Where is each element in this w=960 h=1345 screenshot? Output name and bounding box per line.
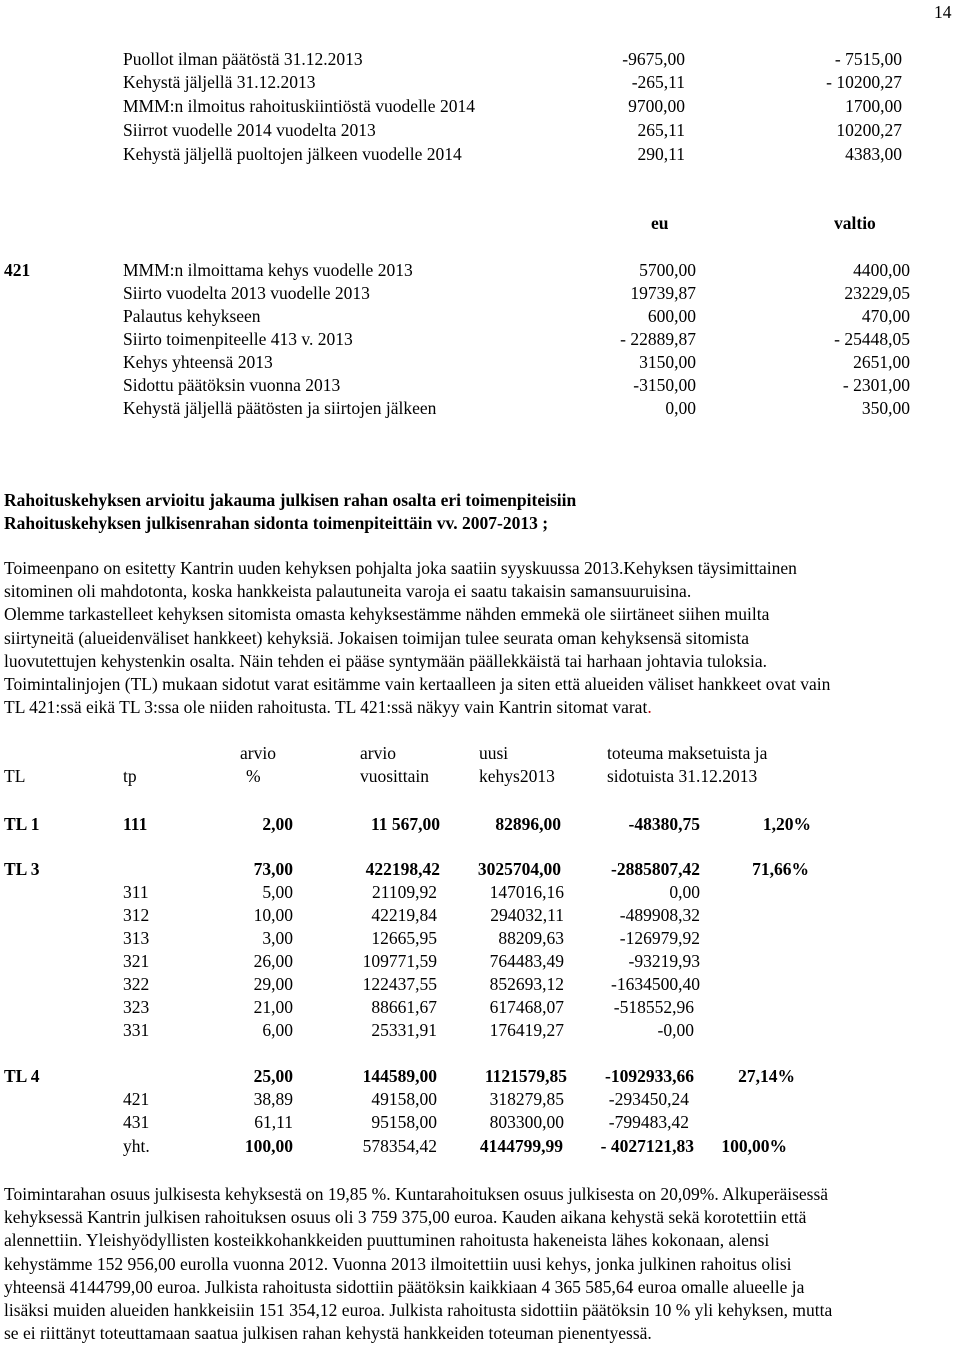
heading-distribution: Rahoituskehyksen arvioitu jakauma julkisen rahan osalta eri toimenpiteisiin — [4, 490, 577, 510]
table-cell: 852693,12 — [489, 974, 564, 994]
table-cell: 421 — [123, 1089, 150, 1109]
text-line: alennettiin. Yleishyödyllisten kosteikkohankkeiden puuttuminen rahoitusta hakeneista lähes kokonaan, alensi — [4, 1230, 770, 1251]
table-row-label: Kehystä jäljellä puoltojen jälkeen vuodelle 2014 — [123, 144, 462, 164]
text-line: sitominen oli mahdotonta, koska hankkeista palautuneita varoja ei saatu takaisin samansuuruisina. — [4, 581, 692, 602]
table-cell: 11 567,00 — [370, 814, 440, 834]
table-cell: 25,00 — [253, 1066, 293, 1086]
table-row-label: Puollot ilman päätöstä 31.12.2013 — [123, 49, 363, 69]
section-code: 421 — [4, 260, 31, 280]
table-cell: 10200,27 — [836, 120, 902, 140]
table-cell: 470,00 — [861, 306, 910, 326]
table-row-label: Palautus kehykseen — [123, 306, 261, 326]
column-header: arvio — [360, 743, 396, 763]
table-cell: 265,11 — [637, 120, 685, 140]
table-cell: -93219,93 — [628, 951, 700, 971]
table-cell-share: 71,66% — [752, 859, 809, 879]
text-line: Olemme tarkastelleet kehyksen sitomista omasta kehyksestämme nähden emmekä ole siirtäneet siihen muilta — [4, 604, 770, 625]
table-cell-share: 100,00% — [721, 1136, 787, 1156]
table-cell: 147016,16 — [489, 882, 564, 902]
table-cell: 313 — [123, 928, 150, 948]
table-cell: 422198,42 — [365, 859, 440, 879]
page-number: 14 — [934, 2, 952, 22]
tl-label: TL 4 — [4, 1066, 40, 1086]
table-cell: -48380,75 — [628, 814, 700, 834]
table-cell: 49158,00 — [371, 1089, 437, 1109]
table-cell: 4400,00 — [853, 260, 910, 280]
table-cell: 29,00 — [253, 974, 293, 994]
table-cell: 6,00 — [262, 1020, 293, 1040]
table-cell: 290,11 — [637, 144, 685, 164]
table-cell: -265,11 — [631, 72, 685, 92]
table-cell: 42219,84 — [371, 905, 437, 925]
table-row-label: Kehystä jäljellä 31.12.2013 — [123, 72, 316, 92]
table-cell: 1121579,85 — [484, 1066, 567, 1086]
table-cell: - 2301,00 — [842, 375, 910, 395]
table-cell: 100,00 — [244, 1136, 293, 1156]
table-cell: 26,00 — [253, 951, 293, 971]
table-cell-share: 27,14% — [738, 1066, 795, 1086]
table-cell-share: 1,20% — [762, 814, 811, 834]
column-header-eu: eu — [651, 213, 669, 233]
table-row-label: Sidottu päätöksin vuonna 2013 — [123, 375, 341, 395]
table-cell: 318279,85 — [489, 1089, 564, 1109]
table-cell: 3150,00 — [639, 352, 696, 372]
text-line: Toimeenpano on esitetty Kantrin uuden kehyksen pohjalta joka saatiin syyskuussa 2013.Kehyksen täysimittainen — [4, 558, 797, 578]
table-cell: -1634500,40 — [611, 974, 700, 994]
table-cell: -3150,00 — [633, 375, 696, 395]
table-cell: 617468,07 — [489, 997, 564, 1017]
text-line: kehystämme 152 956,00 eurolla vuonna 2012. Vuonna 2013 ilmoitettiin uusi kehys, jonka julkinen rahoitus olisi — [4, 1253, 792, 1274]
table-cell: 0,00 — [669, 882, 700, 902]
table-cell: 350,00 — [861, 398, 910, 418]
table-cell: -2885807,42 — [611, 859, 700, 879]
table-cell: 5700,00 — [639, 260, 696, 280]
table-cell: 88209,63 — [498, 928, 564, 948]
text-line-body: TL 421:ssä eikä TL 3:ssa ole niiden rahoitusta. TL 421:ssä näkyy vain Kantrin sitomat varat — [4, 697, 648, 718]
table-cell: 331 — [123, 1020, 150, 1040]
column-header: kehys2013 — [479, 766, 555, 786]
text-line: siirtyneitä (alueidenväliset hankkeet) kehyksiä. Jokaisen toimijan tulee seurata oman kehyksensä sitomista — [4, 627, 749, 648]
table-cell: 19739,87 — [630, 283, 696, 303]
table-cell: 4383,00 — [845, 144, 902, 164]
table-cell: 294032,11 — [490, 905, 564, 925]
text-line — [4, 696, 956, 719]
table-cell: 1700,00 — [845, 96, 902, 116]
table-cell: -0,00 — [657, 1020, 694, 1040]
table-cell: -1092933,66 — [605, 1066, 694, 1086]
table-cell: 803300,00 — [489, 1112, 564, 1132]
table-cell: 2,00 — [262, 814, 293, 834]
column-header-valtio: valtio — [834, 213, 876, 233]
table-cell: - 7515,00 — [834, 49, 902, 69]
table-cell: 3,00 — [262, 928, 293, 948]
column-header: uusi — [479, 743, 509, 763]
table-cell: -799483,42 — [608, 1112, 689, 1132]
table-cell: -518552,96 — [613, 997, 694, 1017]
table-row-label: MMM:n ilmoitus rahoituskiintiöstä vuodelle 2014 — [123, 96, 475, 116]
heading-commitment: Rahoituskehyksen julkisenrahan sidonta toimenpiteittäin vv. 2007-2013 ; — [4, 513, 549, 533]
table-cell: 312 — [123, 905, 150, 925]
paragraph-summary — [4, 1183, 956, 1345]
table-cell: - 25448,05 — [834, 329, 910, 349]
table-cell: -9675,00 — [622, 49, 685, 69]
column-header-tl: TL — [4, 766, 26, 786]
table-cell: - 22889,87 — [620, 329, 696, 349]
table-cell: 764483,49 — [489, 951, 564, 971]
table-row-label: Siirto toimenpiteelle 413 v. 2013 — [123, 329, 353, 349]
table-cell: 82896,00 — [495, 814, 561, 834]
table-cell: 21,00 — [253, 997, 293, 1017]
text-line: Toimintarahan osuus julkisesta kehyksestä on 19,85 %. Kuntarahoituksen osuus julkisesta on 20,09%. Alkuperäisessä — [4, 1184, 829, 1204]
table-cell: 61,11 — [254, 1112, 293, 1132]
table-cell: 3025704,00 — [477, 859, 561, 879]
table-cell: 88661,67 — [371, 997, 437, 1017]
table-cell: -489908,32 — [619, 905, 700, 925]
table-row-label: Siirto vuodelta 2013 vuodelle 2013 — [123, 283, 370, 303]
table-cell: 23229,05 — [844, 283, 910, 303]
column-header: vuosittain — [360, 766, 430, 786]
tl-label: TL 3 — [4, 859, 40, 879]
table-cell: 122437,55 — [362, 974, 437, 994]
table-cell: 9700,00 — [628, 96, 685, 116]
table-cell: 600,00 — [647, 306, 696, 326]
table-cell: 5,00 — [262, 882, 293, 902]
table-cell: -126979,92 — [619, 928, 700, 948]
text-line: yhteensä 4144799,00 euroa. Julkista rahoitusta sidottiin päätöksin kaikkiaan 4 365 585,64 euroa omalle alueelle ja — [4, 1276, 805, 1297]
text-line: lisäksi muiden alueiden hankkeisiin 151 354,12 euroa. Julkista rahoitusta sidottiin päätöksin 10 % yli kehyksen, mutta — [4, 1300, 833, 1321]
table-row-label: Kehys yhteensä 2013 — [123, 352, 273, 372]
table-cell: 176419,27 — [489, 1020, 564, 1040]
column-header-tp: tp — [123, 766, 137, 786]
table-cell: 431 — [123, 1112, 150, 1132]
paragraph-implementation — [4, 557, 956, 719]
table-cell-total-label: yht. — [123, 1136, 150, 1156]
table-row-label: Kehystä jäljellä päätösten ja siirtojen jälkeen — [123, 398, 437, 418]
column-header: arvio — [240, 743, 276, 763]
text-line: Toimintalinjojen (TL) mukaan sidotut varat esitämme vain kertaalleen ja siten että alueiden väliset hankkeet ovat vain — [4, 674, 831, 695]
table-cell: 111 — [123, 814, 148, 834]
table-cell: 323 — [123, 997, 150, 1017]
column-header: toteuma maksetuista ja — [607, 743, 768, 763]
text-line: se ei riittänyt toteuttamaan saatua julkisen rahan kehystä hankkeiden toteuman pienentyessä. — [4, 1323, 652, 1344]
table-cell: - 10200,27 — [826, 72, 902, 92]
table-cell: 311 — [123, 882, 149, 902]
table-cell: 144589,00 — [362, 1066, 437, 1086]
table-cell: - 4027121,83 — [600, 1136, 694, 1156]
table-cell: 73,00 — [253, 859, 293, 879]
text-line: luovutettujen kehystenkin osalta. Näin tehden ei pääse syntymään päällekkäistä tai harhaan johtavia tuloksia. — [4, 650, 767, 671]
table-cell: 322 — [123, 974, 150, 994]
text-line: kehyksessä Kantrin julkisen rahoituksen osuus oli 3 759 375,00 euroa. Kauden aikana kehystä sekä korotettiin että — [4, 1207, 807, 1228]
table-cell: 109771,59 — [362, 951, 437, 971]
table-row-label: Siirrot vuodelle 2014 vuodelta 2013 — [123, 120, 376, 140]
table-cell: 578354,42 — [362, 1136, 437, 1156]
text-line-end: . — [647, 697, 652, 718]
table-cell: 2651,00 — [853, 352, 910, 372]
column-header: sidotuista 31.12.2013 — [607, 766, 758, 786]
table-cell: 25331,91 — [371, 1020, 437, 1040]
table-cell: 21109,92 — [372, 882, 437, 902]
column-header-pct: % — [246, 766, 261, 786]
table-cell: -293450,24 — [608, 1089, 689, 1109]
table-cell: 12665,95 — [371, 928, 437, 948]
table-cell: 4144799,99 — [479, 1136, 563, 1156]
table-cell: 0,00 — [665, 398, 696, 418]
table-cell: 95158,00 — [371, 1112, 437, 1132]
table-row-label: MMM:n ilmoittama kehys vuodelle 2013 — [123, 260, 413, 280]
table-cell: 38,89 — [253, 1089, 293, 1109]
tl-label: TL 1 — [4, 814, 40, 834]
table-cell: 321 — [123, 951, 150, 971]
table-cell: 10,00 — [253, 905, 293, 925]
